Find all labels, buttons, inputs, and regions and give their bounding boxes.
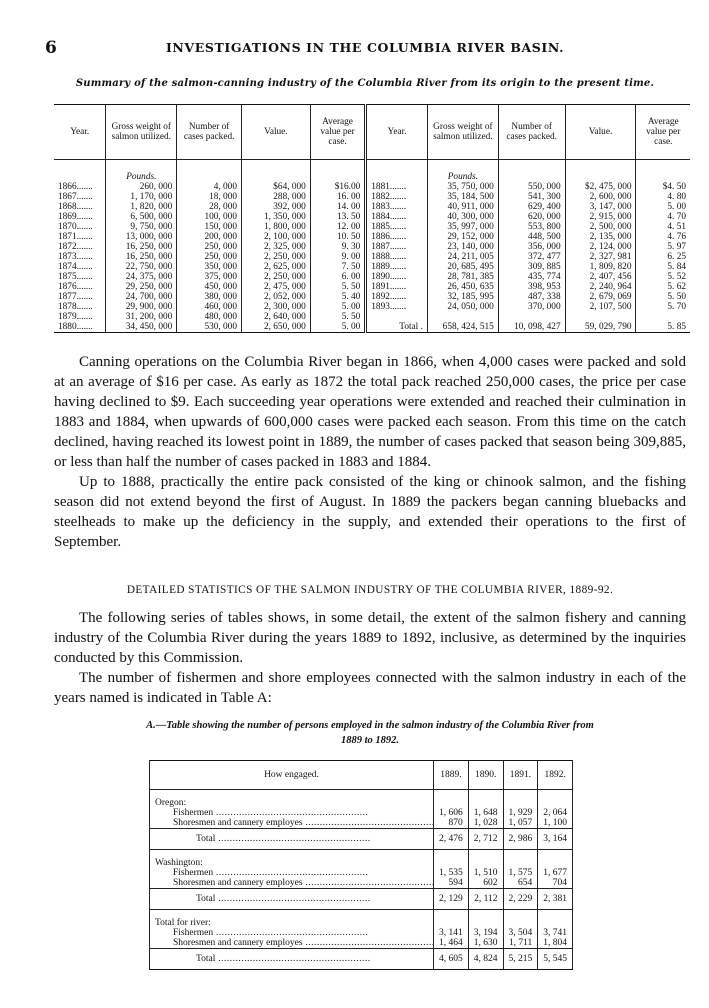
year-right-row-1892: 1892....... — [371, 292, 407, 302]
values-left — [241, 160, 310, 333]
summary-table-header-row — [54, 105, 690, 160]
group-2-total-1892: 5, 545 — [538, 949, 573, 970]
avg-left-row-1877: 5. 40 — [341, 292, 361, 302]
group-0-row-1-1890: 1, 028 — [468, 818, 503, 829]
group-2-total — [150, 949, 573, 970]
table-a-body — [150, 790, 573, 970]
group-0-row-1 — [150, 818, 573, 829]
spacer-2-1892 — [538, 910, 573, 919]
year-right-row-1893: 1893....... — [371, 302, 407, 312]
group-1-total-1889: 2, 129 — [434, 889, 469, 910]
col-1892: 1892. — [538, 761, 573, 790]
paragraph-4: The number of fishermen and shore employees connected with the salmon industry in each of the years named is indicated in Table A: — [54, 670, 686, 706]
group-2-row-1-1890: 1, 630 — [468, 938, 503, 949]
group-1-row-1-1892: 704 — [538, 878, 573, 889]
group-1-row-1-1891: 654 — [503, 878, 538, 889]
year-left-row-1873: 1873....... — [58, 252, 93, 262]
cases-left-row-1875: 375, 000 — [204, 272, 237, 282]
year-left-row-1878: 1878....... — [58, 302, 93, 312]
year-left-row-1870: 1870....... — [58, 222, 93, 232]
weight-left-row-1868: 1, 820, 000 — [130, 202, 173, 212]
avg-left-row-1866: $16.00 — [334, 182, 361, 192]
value-left-row-1879: 2, 640, 000 — [263, 312, 306, 322]
weight-left-row-1873: 16, 250, 000 — [125, 252, 173, 262]
spacer-2-1890 — [468, 910, 503, 919]
group-2-row-0 — [150, 928, 573, 938]
group-2-row-0-label: Fishermen ..... — [150, 928, 434, 938]
value-left-row-1878: 2, 300, 000 — [263, 302, 306, 312]
group-0-heading-1889 — [434, 798, 469, 808]
weight-right-row-1887: 23, 140, 000 — [447, 242, 494, 252]
weight-right-row-1888: 24, 211, 005 — [447, 252, 494, 262]
group-1-heading — [150, 858, 573, 868]
value-left-row-1877: 2, 052, 000 — [263, 292, 306, 302]
cases-left-row-1870: 150, 000 — [204, 222, 237, 232]
cases-right-row-1886: 448, 500 — [528, 232, 561, 242]
group-2-heading — [150, 918, 573, 928]
avg-left-row-1873: 9. 00 — [341, 252, 361, 262]
cases-left-row-1866: 4, 000 — [213, 182, 237, 192]
group-1-row-1-label: Shoresmen and cannery employes ..... — [150, 878, 434, 889]
value-right-row-1893: 2, 107, 500 — [589, 302, 632, 312]
paragraph-3: The following series of tables shows, in some detail, the extent of the salmon fishery and canning industry of the Columbia River during the years 1889 to 1892, inclusive, as determined by the inquiries conducted by this Commission. — [54, 610, 686, 666]
weights-right — [427, 160, 498, 333]
group-2-row-0-1892: 3, 741 — [538, 928, 573, 938]
weight-left-row-1877: 24, 700, 000 — [125, 292, 173, 302]
summary-table-caption: Summary of the salmon-canning industry of the Columbia River from its origin to the present time. — [75, 78, 655, 89]
group-0-total-1889: 2, 476 — [434, 829, 469, 850]
weight-left-row-1869: 6, 500, 000 — [130, 212, 173, 222]
avg-right-row-1888: 6. 25 — [667, 252, 686, 262]
year-left-row-1869: 1869....... — [58, 212, 93, 222]
value-left-row-1873: 2, 250, 000 — [263, 252, 306, 262]
group-0-heading-1892 — [538, 798, 573, 808]
spacer-0-label — [150, 790, 434, 799]
group-1-heading-1889 — [434, 858, 469, 868]
avg-left-row-1872: 9. 30 — [341, 242, 361, 252]
cases-left-row-1877: 380, 000 — [204, 292, 237, 302]
avg-right-row-1889: 5. 84 — [667, 262, 686, 272]
avg-right-row-1882: 4. 80 — [667, 192, 686, 202]
weight-right-row-1885: 35, 997, 000 — [447, 222, 494, 232]
group-0-heading — [150, 798, 573, 808]
group-0-row-0-1891: 1, 929 — [503, 808, 538, 818]
spacer-0-1890 — [468, 790, 503, 799]
spacer-0 — [150, 790, 573, 799]
cases-right-row-1885: 553, 800 — [528, 222, 561, 232]
spacer-2-1889 — [434, 910, 469, 919]
paragraph-2: Up to 1888, practically the entire pack consisted of the king or chinook salmon, and the fishing season did not extend beyond the first of August. In 1889 the packers began canning bluebacks and steelheads to make up the deficiency in the supply, and extended their operations to the first of September. — [54, 474, 686, 550]
value-left-row-1866: $64, 000 — [273, 182, 306, 192]
cases-right-row-1882: 541, 300 — [528, 192, 561, 202]
spacer-1-label — [150, 850, 434, 859]
group-0-total-1891: 2, 986 — [503, 829, 538, 850]
weight-right-row-1890: 28, 781, 385 — [447, 272, 494, 282]
avg-left-row-1868: 14. 00 — [337, 202, 361, 212]
cases-left-row-1869: 100, 000 — [204, 212, 237, 222]
value-left-row-1876: 2, 475, 000 — [263, 282, 306, 292]
value-right-row-1889: 1, 809, 820 — [589, 262, 632, 272]
value-right-row-1886: 2, 135, 000 — [589, 232, 632, 242]
year-right-row-1890: 1890....... — [371, 272, 407, 282]
year-right-row-1882: 1882....... — [371, 192, 407, 202]
cases-right-row-1893: 370, 000 — [528, 302, 561, 312]
year-right-row-1889: 1889....... — [371, 262, 407, 272]
group-2-row-0-1890: 3, 194 — [468, 928, 503, 938]
group-2-heading-label: Total for river: — [150, 918, 434, 928]
group-2-row-1-1891: 1, 711 — [503, 938, 538, 949]
years-right — [366, 160, 428, 333]
value-left-row-1867: 288, 000 — [273, 192, 306, 202]
group-1-row-1-1889: 594 — [434, 878, 469, 889]
value-left-row-1875: 2, 250, 000 — [263, 272, 306, 282]
year-left-row-1877: 1877....... — [58, 292, 93, 302]
weight-unit-label: Pounds. — [126, 172, 157, 182]
value-left-row-1872: 2, 325, 000 — [263, 242, 306, 252]
group-2-total-1890: 4, 824 — [468, 949, 503, 970]
group-2-heading-1889 — [434, 918, 469, 928]
weight-right-row-1892: 32, 185, 995 — [447, 292, 494, 302]
weight-left-row-1874: 22, 750, 000 — [125, 262, 173, 272]
group-1-total-label: Total ..... — [150, 889, 434, 910]
group-1-row-1 — [150, 878, 573, 889]
spacer-0-1889 — [434, 790, 469, 799]
year-left-row-1868: 1868....... — [58, 202, 93, 212]
cases-right-row-1889: 309, 885 — [528, 262, 561, 272]
cases-right-row-1892: 487, 338 — [528, 292, 561, 302]
value-left-row-1880: 2, 650, 000 — [263, 322, 306, 332]
group-1-row-0-1889: 1, 535 — [434, 868, 469, 878]
value-right-row-1881: $2, 475, 000 — [585, 182, 632, 192]
spacer-1-1889 — [434, 850, 469, 859]
cases-right-row-1884: 620, 000 — [528, 212, 561, 222]
group-1-row-0 — [150, 868, 573, 878]
group-1-heading-1890 — [468, 858, 503, 868]
value-right-row-1882: 2, 600, 000 — [589, 192, 632, 202]
group-2-total-label: Total ..... — [150, 949, 434, 970]
year-left-row-1871: 1871....... — [58, 232, 93, 242]
weight-unit-label: Pounds. — [447, 172, 478, 182]
averages-right — [636, 160, 690, 333]
group-0-row-0-1892: 2, 064 — [538, 808, 573, 818]
avg-left-row-1880: 5. 00 — [341, 322, 361, 332]
weight-left-row-1870: 9, 750, 000 — [130, 222, 173, 232]
group-2-row-1-label: Shoresmen and cannery employes ..... — [150, 938, 434, 949]
group-0-total — [150, 829, 573, 850]
group-1-total-1891: 2, 229 — [503, 889, 538, 910]
year-right-row-1883: 1883....... — [371, 202, 407, 212]
cases-right — [498, 160, 565, 333]
group-1-row-0-label: Fishermen ..... — [150, 868, 434, 878]
value-right-row-1884: 2, 915, 000 — [589, 212, 632, 222]
weights-left — [106, 160, 177, 333]
table-a-caption-line1: A.—Table showing the number of persons employed in the salmon industry of the Columbia River from — [146, 720, 594, 731]
avg-left-row-1876: 5. 50 — [341, 282, 361, 292]
avg-right-row-1890: 5. 52 — [667, 272, 686, 282]
avg-left-row-1869: 13. 50 — [337, 212, 361, 222]
cases-left-row-1872: 250, 000 — [204, 242, 237, 252]
avg-right-row-1892: 5. 50 — [667, 292, 686, 302]
cases-left-row-1880: 530, 000 — [204, 322, 237, 332]
group-2-row-1-1889: 1, 464 — [434, 938, 469, 949]
weight-left-row-1878: 29, 900, 000 — [125, 302, 173, 312]
avg-right-row-1891: 5. 62 — [667, 282, 686, 292]
avg-right-row-1883: 5. 00 — [667, 202, 686, 212]
weight-right-row-1883: 40, 911, 000 — [447, 202, 494, 212]
weight-left-row-1866: 260, 000 — [139, 182, 173, 192]
col-weight-left: Gross weight of salmon utilized. — [106, 105, 177, 160]
group-0-row-1-label: Shoresmen and cannery employes ..... — [150, 818, 434, 829]
cases-right-row-1888: 372, 477 — [528, 252, 561, 262]
cases-left-row-1867: 18, 000 — [209, 192, 237, 202]
summary-table — [54, 104, 690, 333]
col-year-right: Year. — [366, 105, 428, 160]
group-2-row-1 — [150, 938, 573, 949]
group-1-row-0-1891: 1, 575 — [503, 868, 538, 878]
summary-total-0: Total . — [399, 322, 423, 332]
col-avg-left: Average value per case. — [310, 105, 365, 160]
weight-left-row-1872: 16, 250, 000 — [125, 242, 173, 252]
averages-left — [310, 160, 365, 333]
col-year-left: Year. — [70, 127, 90, 137]
avg-left-row-1875: 6. 00 — [341, 272, 361, 282]
running-title: INVESTIGATIONS IN THE COLUMBIA RIVER BASIN. — [165, 40, 565, 55]
avg-left-row-1879: 5. 50 — [341, 312, 361, 322]
cases-left-row-1868: 28, 000 — [209, 202, 237, 212]
year-left-row-1879: 1879....... — [58, 312, 93, 322]
avg-left-row-1867: 16. 00 — [337, 192, 361, 202]
year-left-row-1875: 1875....... — [58, 272, 93, 282]
summary-total-4: 5. 85 — [667, 322, 686, 332]
group-2-row-0-1889: 3, 141 — [434, 928, 469, 938]
value-right-row-1885: 2, 500, 000 — [589, 222, 632, 232]
spacer-2-label — [150, 910, 434, 919]
group-0-row-0-1890: 1, 648 — [468, 808, 503, 818]
year-left-row-1876: 1876....... — [58, 282, 93, 292]
col-weight-right: Gross weight of salmon utilized. — [427, 105, 498, 160]
cases-left-row-1874: 350, 000 — [204, 262, 237, 272]
year-right-row-1891: 1891....... — [371, 282, 407, 292]
years-left — [54, 160, 106, 333]
values-right — [565, 160, 636, 333]
table-a — [149, 760, 573, 970]
summary-table-body — [54, 160, 690, 333]
avg-right-row-1884: 4. 70 — [667, 212, 686, 222]
year-right-row-1888: 1888....... — [371, 252, 407, 262]
group-0-heading-1891 — [503, 798, 538, 808]
cases-right-row-1883: 629, 400 — [528, 202, 561, 212]
col-how-engaged: How engaged. — [150, 761, 434, 790]
value-left-row-1874: 2, 625, 000 — [263, 262, 306, 272]
group-0-total-1890: 2, 712 — [468, 829, 503, 850]
weight-right-row-1882: 35, 184, 500 — [447, 192, 494, 202]
group-2-row-0-1891: 3, 504 — [503, 928, 538, 938]
year-left-row-1866: 1866....... — [58, 182, 93, 192]
avg-right-row-1881: $4. 50 — [662, 182, 686, 192]
col-value-left: Value. — [241, 105, 310, 160]
value-left-row-1868: 392, 000 — [273, 202, 306, 212]
body-text-1 — [54, 352, 686, 552]
value-left-row-1871: 2, 100, 000 — [263, 232, 306, 242]
group-2-heading-1891 — [503, 918, 538, 928]
group-0-total-label: Total ..... — [150, 829, 434, 850]
col-cases-right: Number of cases packed. — [498, 105, 565, 160]
value-right-row-1883: 3, 147, 000 — [589, 202, 632, 212]
avg-left-row-1874: 7. 50 — [341, 262, 361, 272]
year-right-row-1884: 1884....... — [371, 212, 407, 222]
cases-right-row-1887: 356, 000 — [528, 242, 561, 252]
weight-left-row-1876: 29, 250, 000 — [125, 282, 173, 292]
value-right-row-1887: 2, 124, 000 — [589, 242, 632, 252]
summary-total-1: 658, 424, 515 — [442, 322, 494, 332]
spacer-0-1891 — [503, 790, 538, 799]
group-1-row-1-1890: 602 — [468, 878, 503, 889]
avg-right-row-1885: 4. 51 — [667, 222, 686, 232]
group-1-row-0-1890: 1, 510 — [468, 868, 503, 878]
weight-left-row-1875: 24, 375, 000 — [125, 272, 173, 282]
group-2-total-1889: 4, 605 — [434, 949, 469, 970]
cases-left-row-1878: 460, 000 — [204, 302, 237, 312]
group-0-row-1-1892: 1, 100 — [538, 818, 573, 829]
spacer-1-1891 — [503, 850, 538, 859]
group-0-row-1-1891: 1, 057 — [503, 818, 538, 829]
group-0-row-0-label: Fishermen ..... — [150, 808, 434, 818]
year-right-row-1885: 1885....... — [371, 222, 407, 232]
table-a-caption — [54, 718, 686, 748]
avg-left-row-1870: 12. 00 — [337, 222, 361, 232]
year-right-row-1886: 1886....... — [371, 232, 407, 242]
weight-right-row-1881: 35, 750, 000 — [447, 182, 494, 192]
spacer-1-1890 — [468, 850, 503, 859]
cases-left-row-1879: 480, 000 — [204, 312, 237, 322]
summary-total-2: 10, 098, 427 — [514, 322, 561, 332]
weight-left-row-1867: 1, 170, 000 — [130, 192, 173, 202]
col-cases-left: Number of cases packed. — [177, 105, 242, 160]
avg-left-row-1871: 10. 50 — [337, 232, 361, 242]
group-1-heading-1892 — [538, 858, 573, 868]
body-text-2 — [54, 608, 686, 708]
weight-right-row-1884: 40, 300, 000 — [447, 212, 494, 222]
col-1891: 1891. — [503, 761, 538, 790]
weight-left-row-1879: 31, 200, 000 — [125, 312, 173, 322]
group-1-heading-1891 — [503, 858, 538, 868]
spacer-2 — [150, 910, 573, 919]
weight-right-row-1886: 29, 152, 000 — [447, 232, 494, 242]
year-left-row-1874: 1874....... — [58, 262, 93, 272]
avg-right-row-1887: 5. 97 — [667, 242, 686, 252]
group-0-row-0 — [150, 808, 573, 818]
avg-left-row-1878: 5. 00 — [341, 302, 361, 312]
col-avg-right: Average value per case. — [636, 105, 690, 160]
value-left-row-1870: 1, 800, 000 — [263, 222, 306, 232]
section-heading: DETAILED STATISTICS OF THE SALMON INDUSTRY OF THE COLUMBIA RIVER, 1889-92. — [126, 584, 614, 596]
group-0-row-1-1889: 870 — [434, 818, 469, 829]
page-number: 6 — [45, 38, 57, 58]
cases-left-row-1871: 200, 000 — [204, 232, 237, 242]
spacer-0-1892 — [538, 790, 573, 799]
year-right-row-1881: 1881....... — [371, 182, 407, 192]
weight-left-row-1880: 34, 450, 000 — [125, 322, 173, 332]
group-1-total-1892: 2, 381 — [538, 889, 573, 910]
col-1890: 1890. — [468, 761, 503, 790]
avg-right-row-1893: 5. 70 — [667, 302, 686, 312]
spacer-1 — [150, 850, 573, 859]
group-2-heading-1892 — [538, 918, 573, 928]
spacer-1-1892 — [538, 850, 573, 859]
avg-right-row-1886: 4. 76 — [667, 232, 686, 242]
summary-total-3: 59, 029, 790 — [585, 322, 632, 332]
year-left-row-1880: 1880....... — [58, 322, 93, 332]
table-a-header-row — [150, 761, 573, 790]
year-left-row-1872: 1872....... — [58, 242, 93, 252]
col-1889: 1889. — [434, 761, 469, 790]
col-value-right: Value. — [565, 105, 636, 160]
group-2-row-1-1892: 1, 804 — [538, 938, 573, 949]
value-right-row-1891: 2, 240, 964 — [589, 282, 632, 292]
group-1-heading-label: Washington: — [150, 858, 434, 868]
value-right-row-1888: 2, 327, 981 — [589, 252, 632, 262]
group-1-total — [150, 889, 573, 910]
group-0-row-0-1889: 1, 606 — [434, 808, 469, 818]
page-header — [45, 38, 685, 58]
group-0-total-1892: 3, 164 — [538, 829, 573, 850]
group-0-heading-1890 — [468, 798, 503, 808]
cases-left — [177, 160, 242, 333]
value-left-row-1869: 1, 350, 000 — [263, 212, 306, 222]
cases-right-row-1891: 398, 953 — [528, 282, 561, 292]
group-0-heading-label: Oregon: — [150, 798, 434, 808]
group-1-row-0-1892: 1, 677 — [538, 868, 573, 878]
group-1-total-1890: 2, 112 — [468, 889, 503, 910]
weight-right-row-1891: 26, 450, 635 — [447, 282, 494, 292]
cases-right-row-1890: 435, 774 — [528, 272, 561, 282]
spacer-2-1891 — [503, 910, 538, 919]
group-2-heading-1890 — [468, 918, 503, 928]
paragraph-1: Canning operations on the Columbia River began in 1866, when 4,000 cases were packed and sold at an average of $16 per case. As early as 1872 the total pack reached 250,000 cases, the price per case having declined to $9. Each succeeding year operations were extended and reached their culmination in 1883 and 1884, when upwards of 600,000 cases were packed each season. From this time on the catch declined, having reached its lowest point in 1889, the number of cases packed that season being 309,885, or less than half the number of cases packed in 1883 and 1884. — [54, 354, 686, 470]
value-right-row-1892: 2, 679, 069 — [589, 292, 632, 302]
weight-right-row-1889: 20, 685, 495 — [447, 262, 494, 272]
cases-left-row-1873: 250, 000 — [204, 252, 237, 262]
table-a-caption-line2: 1889 to 1892. — [340, 735, 400, 746]
year-right-row-1887: 1887....... — [371, 242, 407, 252]
weight-left-row-1871: 13, 000, 000 — [125, 232, 173, 242]
year-left-row-1867: 1867....... — [58, 192, 93, 202]
cases-right-row-1881: 550, 000 — [528, 182, 561, 192]
group-2-total-1891: 5, 215 — [503, 949, 538, 970]
cases-left-row-1876: 450, 000 — [204, 282, 237, 292]
value-right-row-1890: 2, 407, 456 — [589, 272, 632, 282]
weight-right-row-1893: 24, 050, 000 — [447, 302, 494, 312]
